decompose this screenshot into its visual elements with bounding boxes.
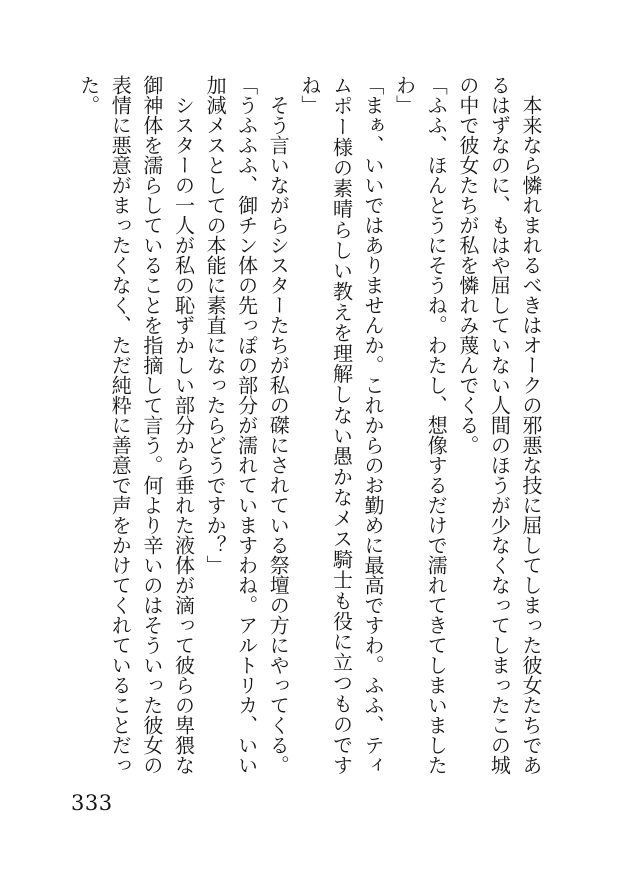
text-line: 「ふふ、ほんとうにそうね。わたし、想像するだけで濡れてきてしまいました <box>424 75 449 775</box>
text-line: そう言いながらシスターたちが私の磔にされている祭壇の方にやってくる。 <box>266 95 291 775</box>
text-line: わ」 <box>392 75 417 115</box>
text-line: ね」 <box>297 75 322 115</box>
paragraph <box>293 75 388 775</box>
paragraph <box>262 75 294 775</box>
paragraph <box>388 75 451 775</box>
page-number: 333 <box>71 791 113 815</box>
text-line: シスターの一人が私の恥ずかしい部分から垂れた液体が滴って彼らの卑猥な <box>171 95 196 775</box>
text-line: 本来なら憐れまれるべきはオークの邪悪な技に屈してしまった彼女たちであ <box>519 95 543 775</box>
text-line: 加減メスとしての本能に素直になったらどうですか？」 <box>203 75 228 575</box>
text-line: ムポー様の素晴らしい教えを理解しない愚かなメス騎士も役に立つものです <box>329 75 354 775</box>
paragraph <box>451 75 546 775</box>
text-line: 「うふふふ、御チン体の先っぽの部分が濡れていますわね。アルトリカ、いい <box>234 75 259 775</box>
text-line: た。 <box>76 75 101 115</box>
text-line: 「まぁ、いいではありませんか。これからのお勤めに最高ですわ。ふふ、ティ <box>361 75 386 775</box>
paragraph <box>198 75 261 775</box>
text-line: の中で彼女たちが私を憐れみ蔑んでくる。 <box>455 75 480 455</box>
paragraph <box>72 75 198 775</box>
body-text <box>72 75 546 775</box>
text-line: 御神体を濡らしていることを指摘して言う。何より辛いのはそういった彼女の <box>139 75 164 775</box>
text-line: 表情に悪意がまったくなく、ただ純粋に善意で声をかけてくれていることだっ <box>108 75 133 775</box>
text-line: るはずなのに、もはや屈していない人間のほうが少なくなってしまったこの城 <box>487 75 512 775</box>
